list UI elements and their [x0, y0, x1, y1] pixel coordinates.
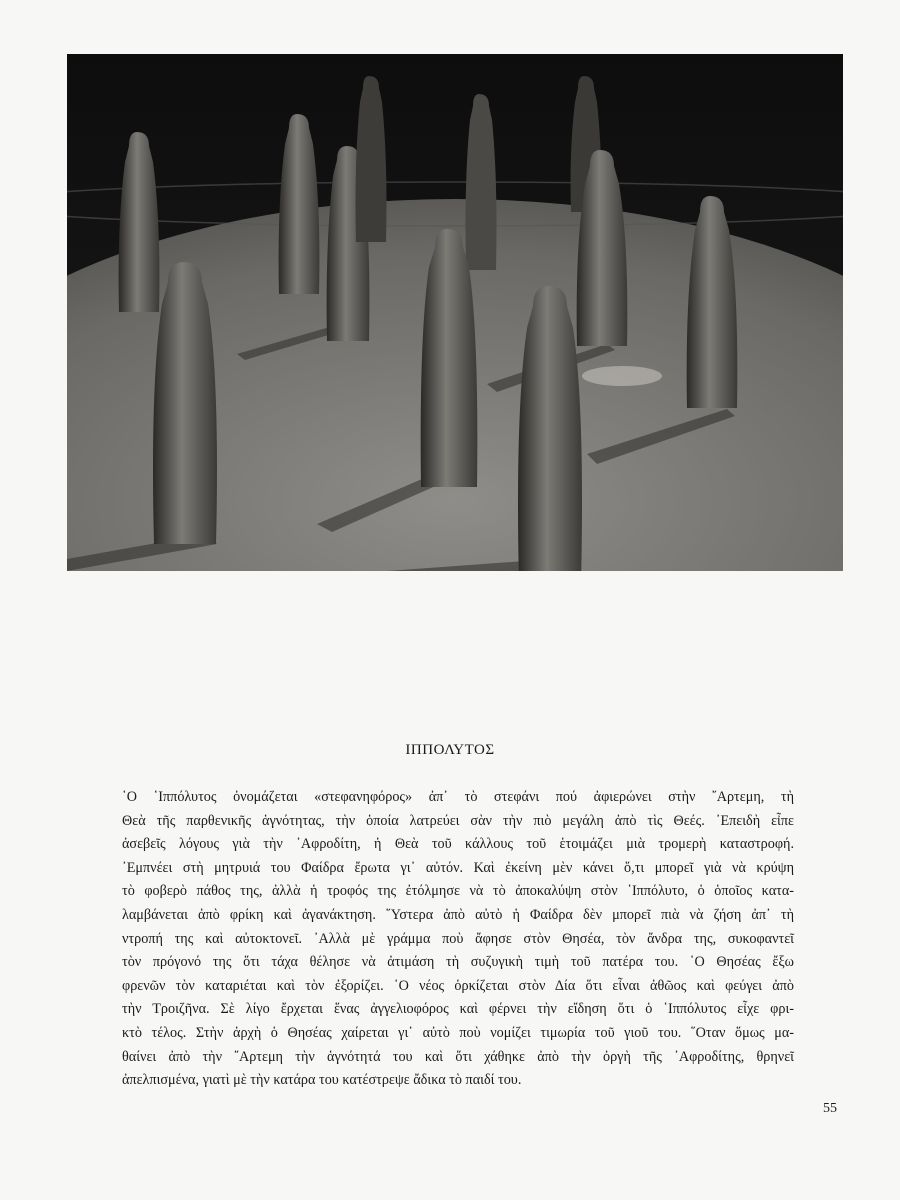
theatre-chorus-photo	[67, 54, 843, 571]
paragraph-line: ῾Ο ῾Ιππόλυτος ὀνομάζεται «στεφανηφόρος» ἀπ᾽ τὸ στεφάνι πού ἀφιερώνει στὴν ῎Αρτεμη, τὴ	[122, 789, 794, 805]
page-title: ΙΠΠΟΛΥΤΟΣ	[405, 742, 495, 758]
paragraph-line: τὸν πρόγονό της ὅτι τάχα θέλησε νὰ ἀτιμάση τὴ συζυγικὴ τιμὴ τοῦ πατέρα του. ῾Ο Θησέας ἔξω	[122, 954, 794, 971]
synopsis-paragraph	[122, 786, 794, 1093]
paragraph-line: ἀσεβεῖς λόγους γιὰ τὴν ᾽Αφροδίτη, ἡ Θεὰ τοῦ κάλλους τοῦ ἑτοιμάζει μιὰ τρομερὴ καταστροφή.	[122, 836, 794, 853]
paragraph-line: Θεὰ τῆς παρθενικῆς ἁγνότητας, τὴν ὁποία λατρεύει σὰν τὴν πιὸ μεγάλη ἀπὸ τὶς Θεές. ᾽Επειδὴ εἶπε	[122, 812, 794, 829]
paragraph-line: τὴν Τροιζῆνα. Σὲ λίγο ἔρχεται ἕνας ἀγγελιοφόρος καὶ φέρνει τὴν εἴδηση ὅτι ὁ ῾Ιππόλυτος εἶχε φρι-	[122, 1001, 794, 1018]
paragraph-line: θαίνει ἀπὸ τὴν ῎Αρτεμη τὴν ἁγνότητά του καὶ ὅτι χάθηκε ἀπὸ τὴν ὀργὴ τῆς ᾽Αφροδίτης, θρηνεῖ	[122, 1048, 794, 1065]
paragraph-line: ἀπελπισμένα, γιατὶ μὲ τὴν κατάρα του κατέστρεψε ἄδικα τὸ παιδί του.	[122, 1072, 522, 1089]
page-number: 55	[823, 1101, 837, 1116]
paragraph-line: ᾽Εμπνέει στὴ μητρυιά του Φαίδρα ἔρωτα γι᾽ αὐτόν. Καὶ ἐκείνη μὲν κάνει ὅ,τι μπορεῖ γιὰ νὰ κρύψη	[122, 859, 794, 876]
paragraph-line: ντροπή της καὶ αὐτοκτονεῖ. ᾽Αλλὰ μὲ γράμμα ποὺ ἄφησε στὸν Θησέα, τὸν ἄνδρα της, συκοφαντεῖ	[122, 930, 794, 947]
paragraph-line: φρενῶν τὸν καταριέται καὶ τὸν ἐξορίζει. ῾Ο νέος ὁρκίζεται στὸν Δία ὅτι εἶναι ἀθῶος καὶ φεύγει ἀπὸ	[122, 977, 794, 994]
paragraph-line: λαμβάνεται ἀπὸ φρίκη καὶ ἀγανάκτηση. ῞Υστερα ἀπὸ αὐτὸ ἡ Φαίδρα δὲν μπορεῖ πιὰ νὰ ζήση ἀπ᾽ τὴ	[122, 906, 794, 923]
photo-illustration	[67, 54, 843, 571]
paragraph-line: κτὸ τέλος. Στὴν ἀρχὴ ὁ Θησέας χαίρεται γι᾽ αὐτὸ ποὺ νομίζει τιμωρία τοῦ γιοῦ του. ῞Οταν ὅμως μα-	[122, 1024, 794, 1041]
paragraph-line: τὸ φοβερὸ πάθος της, ἀλλὰ ἡ τροφός της ἐτόλμησε νὰ τὸ ἀποκαλύψη στὸν ῾Ιππόλυτο, ὁ ὁποῖος κατα-	[122, 883, 794, 900]
